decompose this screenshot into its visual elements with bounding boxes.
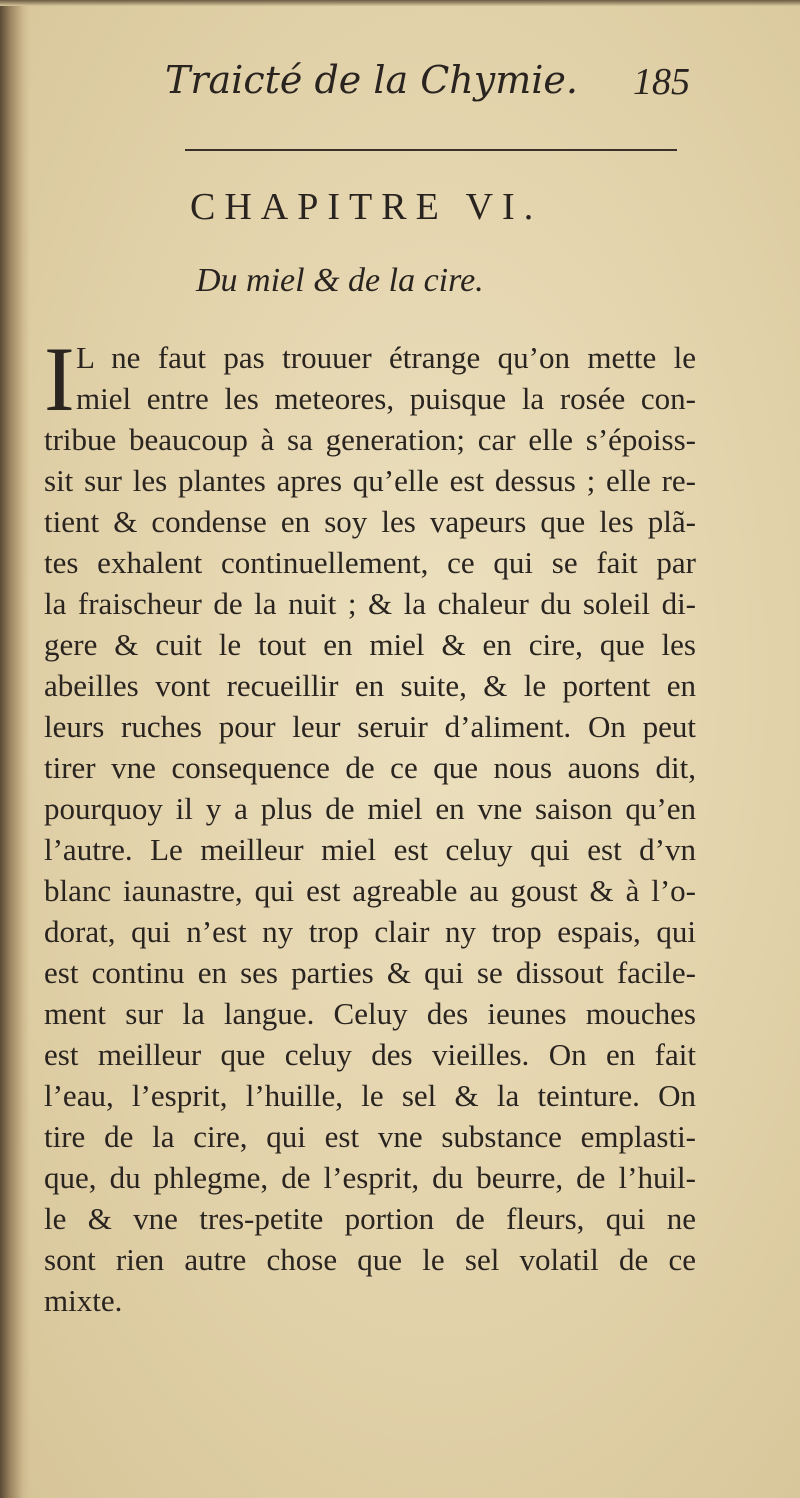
body-line: tient & condense en soy les vapeurs que les plã- <box>44 504 696 539</box>
body-line: tirer vne consequence de ce que nous auons dit, <box>44 750 696 785</box>
book-gutter <box>0 0 30 1498</box>
body-line: est meilleur que celuy des vieilles. On en fait <box>44 1037 696 1072</box>
body-line: dorat, qui n’est ny trop clair ny trop espais, qui <box>44 914 696 949</box>
page-top-edge <box>0 0 800 6</box>
body-line: gere & cuit le tout en miel & en cire, que les <box>44 627 696 662</box>
page-number: 185 <box>633 61 690 103</box>
body-line: l’autre. Le meilleur miel est celuy qui est d’vn <box>44 832 696 867</box>
body-line: miel entre les meteores, puisque la rosée con- <box>76 381 696 416</box>
chapter-heading: CHAPITRE VI. <box>190 186 543 228</box>
body-line: blanc iaunastre, qui est agreable au goust & à l’o- <box>44 873 696 908</box>
body-line: ment sur la langue. Celuy des ieunes mouches <box>44 996 696 1031</box>
body-line: le & vne tres-petite portion de fleurs, qui ne <box>44 1201 696 1236</box>
body-line: l’eau, l’esprit, l’huille, le sel & la teinture. On <box>44 1078 696 1113</box>
body-line: abeilles vont recueillir en suite, & le portent en <box>44 668 696 703</box>
drop-cap: I <box>44 328 75 430</box>
body-line: que, du phlegme, de l’esprit, du beurre, de l’huil- <box>44 1160 696 1195</box>
chapter-subtitle: Du miel & de la cire. <box>196 262 484 299</box>
body-line: pourquoy il y a plus de miel en vne saison qu’en <box>44 791 696 826</box>
body-line: sit sur les plantes apres qu’elle est dessus ; elle re- <box>44 463 696 498</box>
body-line: mixte. <box>44 1283 123 1318</box>
body-line: la fraischeur de la nuit ; & la chaleur du soleil di- <box>44 586 696 621</box>
body-line: sont rien autre chose que le sel volatil de ce <box>44 1242 696 1277</box>
running-title: Traicté de la Chymie. <box>165 58 578 102</box>
header-rule <box>185 149 677 151</box>
body-line: L ne faut pas trouuer étrange qu’on mette le <box>76 340 696 375</box>
body-line: tire de la cire, qui est vne substance emplasti- <box>44 1119 696 1154</box>
body-line: leurs ruches pour leur seruir d’aliment. On peut <box>44 709 696 744</box>
body-line: tes exhalent continuellement, ce qui se fait par <box>44 545 696 580</box>
body-line: tribue beaucoup à sa generation; car elle s’époiss- <box>44 422 696 457</box>
body-line: est continu en ses parties & qui se dissout facile- <box>44 955 696 990</box>
